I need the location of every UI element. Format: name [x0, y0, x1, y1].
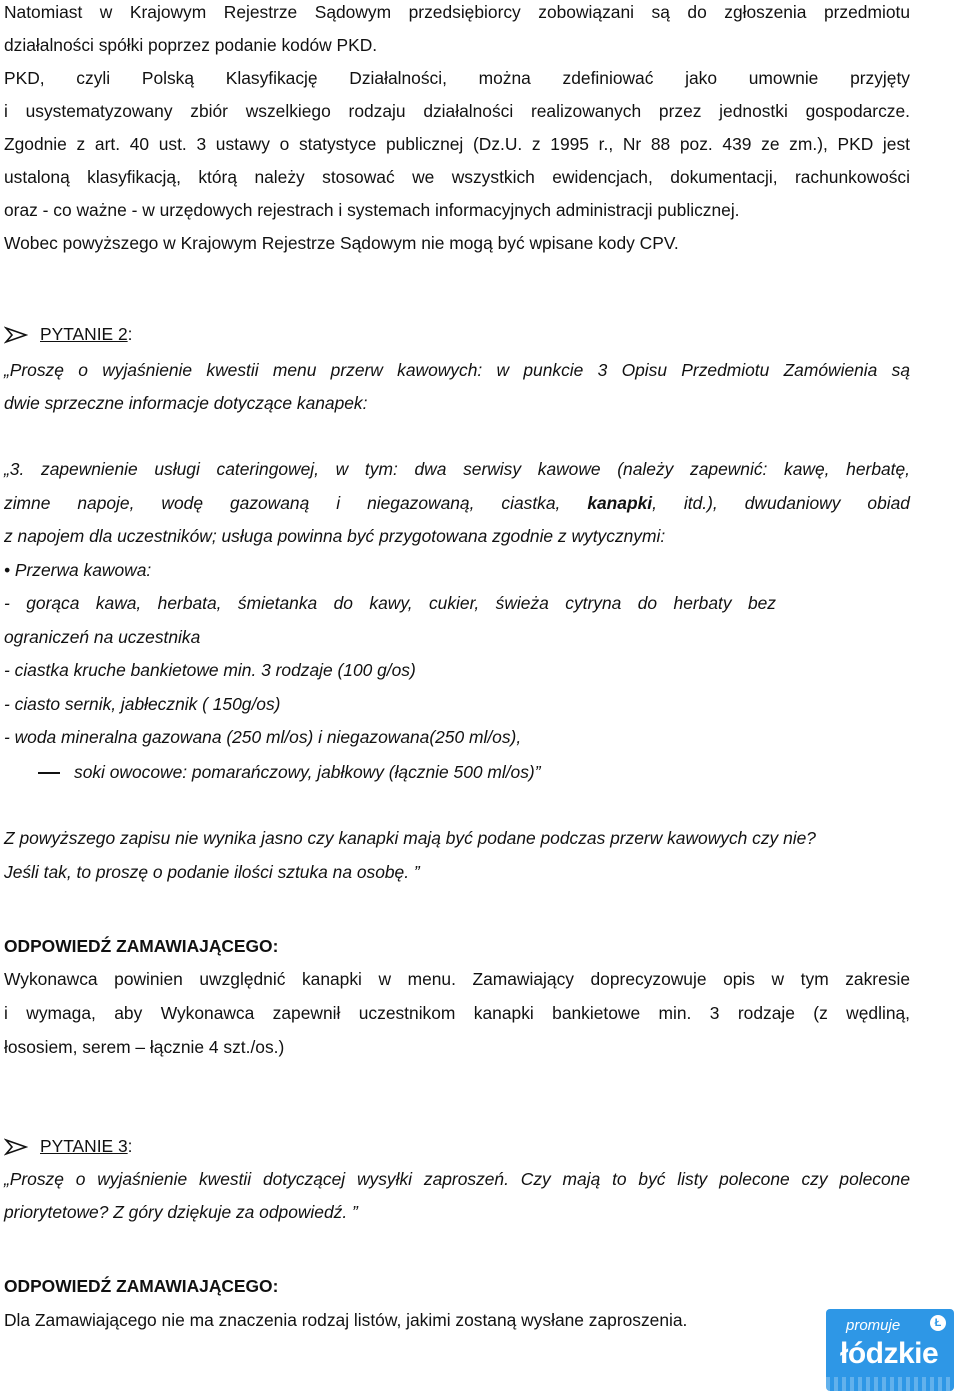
question-2-title: PYTANIE 2 [40, 324, 128, 344]
quote-line-6: ograniczeń na uczestnika [4, 627, 201, 647]
quote-line-5: - gorąca kawa, herbata, śmietanka do kawy, cukier, świeża cytryna do herbaty bez [4, 593, 776, 613]
answer-2-line-3: łososiem, serem – łącznie 4 szt./os.) [4, 1037, 285, 1057]
answer-2-label: ODPOWIEDŹ ZAMAWIAJĄCEGO: [4, 936, 279, 956]
logo-line-2: łódzkie [840, 1337, 939, 1370]
question-2-text-line-2: dwie sprzeczne informacje dotyczące kanapek: [4, 393, 368, 413]
intro-line-7: oraz - co ważne - w urzędowych rejestrach i systemach informacyjnych administracji publicznej. [4, 200, 740, 220]
question-3-title: PYTANIE 3 [40, 1136, 128, 1156]
quote-line-7: - ciastka kruche bankietowe min. 3 rodzaje (100 g/os) [4, 660, 416, 680]
quote-line-3: z napojem dla uczestników; usługa powinna być przygotowana zgodnie z wytycznymi: [4, 526, 666, 546]
quote-line-2-part-c: , itd.), dwudaniowy obiad [652, 493, 910, 513]
question-2-ask-line-2: Jeśli tak, to proszę o podanie ilości sztuka na osobę. ” [4, 862, 420, 882]
intro-line-2: działalności spółki poprzez podanie kodów PKD. [4, 35, 378, 55]
question-2-ask-line-1: Z powyższego zapisu nie wynika jasno czy kanapki mają być podane podczas przerw kawowych czy nie? [4, 828, 816, 848]
question-2-text-line-1: „Proszę o wyjaśnienie kwestii menu przerw kawowych: w punkcie 3 Opisu Przedmiotu Zamówienia są [4, 360, 910, 380]
quote-line-2 [4, 492, 910, 514]
dash-bullet-icon [38, 772, 60, 774]
question-3-text-line-1: „Proszę o wyjaśnienie kwestii dotyczącej wysyłki zaproszeń. Czy mają to być listy polecone czy polecone [4, 1169, 910, 1189]
arrow-bullet-icon [4, 1138, 28, 1156]
quote-line-2-emphasis: kanapki [587, 493, 653, 513]
quote-line-4: • Przerwa kawowa: [4, 560, 152, 580]
question-3-text-line-2: priorytetowe? Z góry dziękuje za odpowiedź. ” [4, 1202, 358, 1222]
question-2-heading [4, 323, 132, 345]
currency-coin-icon: Ł [930, 1315, 946, 1331]
answer-2-line-1: Wykonawca powinien uwzględnić kanapki w menu. Zamawiający doprecyzowuje opis w tym zakresie [4, 969, 910, 989]
question-2-colon: : [127, 324, 133, 344]
intro-line-1: Natomiast w Krajowym Rejestrze Sądowym przedsiębiorcy zobowiązani są do zgłoszenia przedmiotu [4, 2, 910, 22]
question-3-colon: : [127, 1136, 133, 1156]
answer-3-label: ODPOWIEDŹ ZAMAWIAJĄCEGO: [4, 1276, 279, 1296]
promuje-lodzkie-logo [826, 1309, 954, 1391]
intro-line-8: Wobec powyższego w Krajowym Rejestrze Sądowym nie mogą być wpisane kody CPV. [4, 233, 679, 253]
quote-line-9: - woda mineralna gazowana (250 ml/os) i niegazowana(250 ml/os), [4, 727, 522, 747]
answer-2-line-2: i wymaga, aby Wykonawca zapewnił uczestnikom kanapki bankietowe min. 3 rodzaje (z wędliną, [4, 1003, 910, 1023]
arrow-bullet-icon [4, 326, 28, 344]
question-3-heading [4, 1135, 132, 1157]
quote-line-2-part-a: zimne napoje, wodę gazowaną i niegazowaną, ciastka, [4, 493, 588, 513]
intro-line-3: PKD, czyli Polską Klasyfikację Działalności, można zdefiniować jako umownie przyjęty [4, 68, 910, 88]
logo-line-1: promuje [846, 1317, 901, 1334]
quote-line-1: „3. zapewnienie usługi cateringowej, w tym: dwa serwisy kawowe (należy zapewnić: kawę, herbatę, [4, 459, 910, 479]
logo-pattern [826, 1377, 954, 1391]
intro-line-6: ustaloną klasyfikacją, którą należy stosować we wszystkich ewidencjach, dokumentacji, rachunkowości [4, 167, 910, 187]
intro-line-4: i usystematyzowany zbiór wszelkiego rodzaju działalności realizowanych przez jednostki gospodarcze. [4, 101, 910, 121]
quote-line-8: - ciasto sernik, jabłecznik ( 150g/os) [4, 694, 281, 714]
answer-3-line-1: Dla Zamawiającego nie ma znaczenia rodzaj listów, jakimi zostaną wysłane zaproszenia. [4, 1310, 688, 1330]
intro-line-5: Zgodnie z art. 40 ust. 3 ustawy o statystyce publicznej (Dz.U. z 1995 r., Nr 88 poz. 439 ze zm.), PKD jest [4, 134, 910, 154]
quote-line-10: soki owocowe: pomarańczowy, jabłkowy (łącznie 500 ml/os)” [74, 762, 541, 782]
